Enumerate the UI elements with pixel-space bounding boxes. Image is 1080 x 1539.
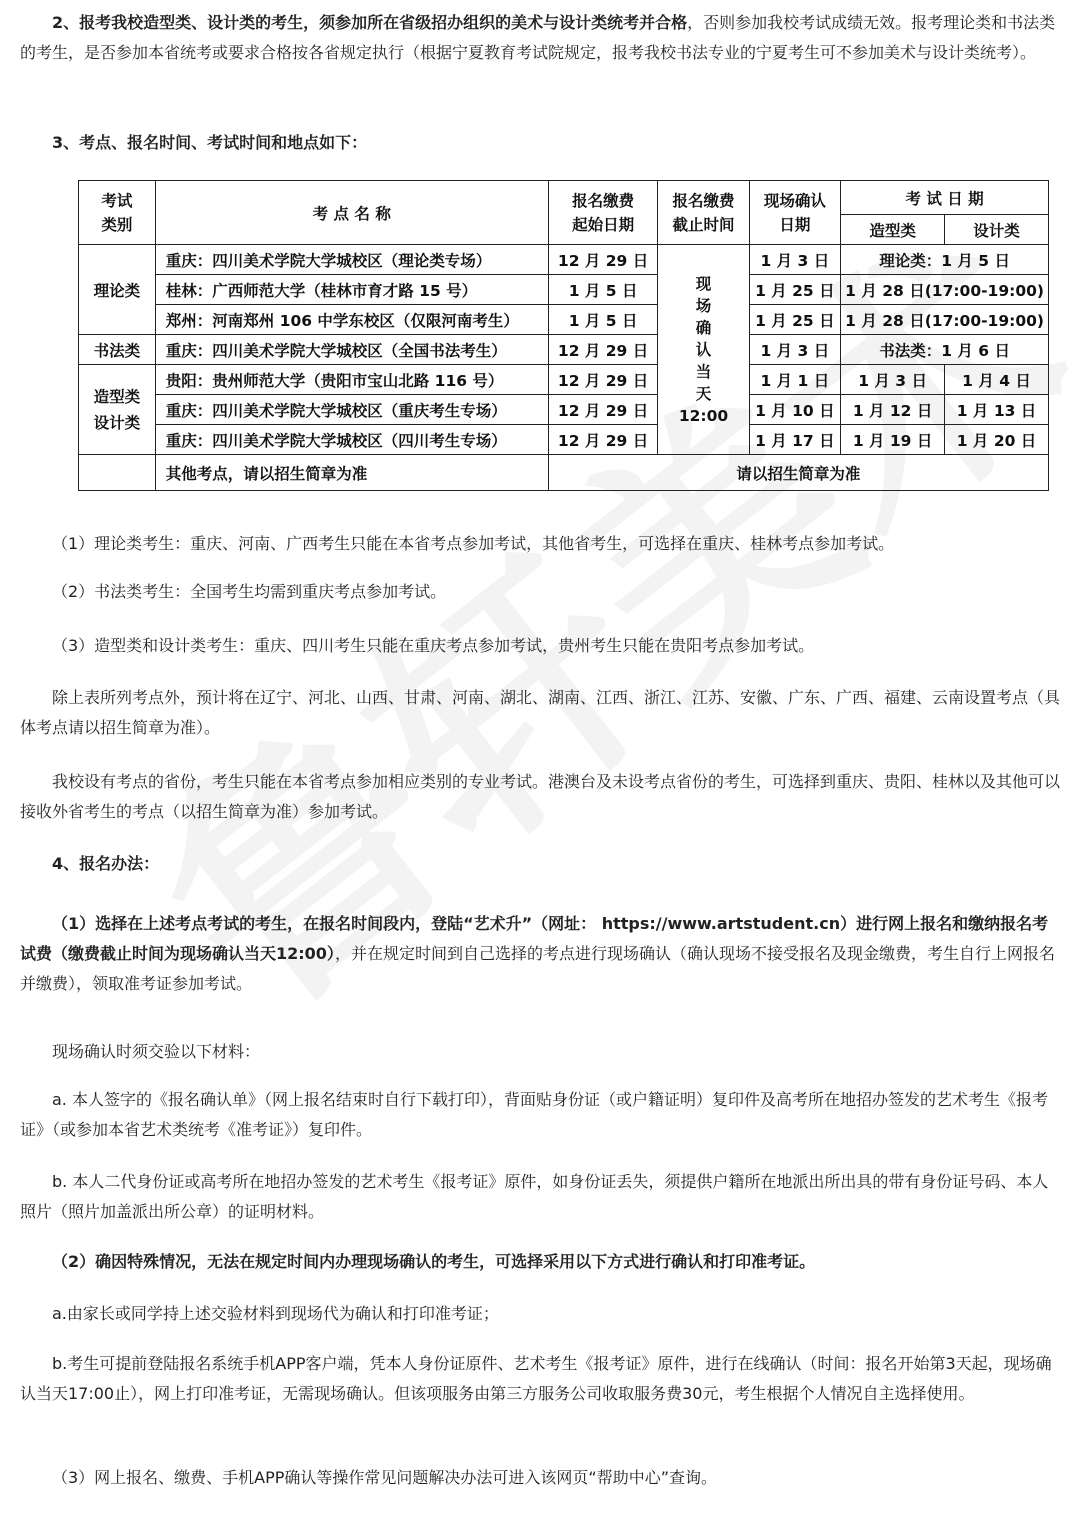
site-cell: 重庆：四川美术学院大学城校区（全国书法考生） xyxy=(155,335,548,365)
exam-date-cell: 1 月 28 日(17:00-19:00) xyxy=(841,305,1049,335)
site-cell: 重庆：四川美术学院大学城校区（四川考生专场） xyxy=(155,425,548,455)
start-date-cell: 12 月 29 日 xyxy=(548,245,658,275)
other-site-cell: 其他考点，请以招生简章为准 xyxy=(155,455,548,491)
start-date-cell: 12 月 29 日 xyxy=(548,425,658,455)
paragraph-special-case: （2）确因特殊情况，无法在规定时间内办理现场确认的考生，可选择采用以下方式进行确认和打印准考证。 xyxy=(52,1252,816,1271)
exam-zaoxing-cell: 1 月 19 日 xyxy=(841,425,945,455)
exam-sheji-cell: 1 月 13 日 xyxy=(945,395,1049,425)
end-time-cell: 现场确认当天 12:00 xyxy=(658,245,749,455)
exam-date-cell: 1 月 28 日(17:00-19:00) xyxy=(841,275,1049,305)
paragraph-material-b: b. 本人二代身份证或高考所在地招办签发的艺术考生《报考证》原件，如身份证丢失，须提供户籍所在地派出所出具的带有身份证号码、本人照片（照片加盖派出所公章）的证明材料。 xyxy=(20,1172,1049,1221)
category-theory: 理论类 xyxy=(79,245,156,335)
section-4-heading: 4、报名办法： xyxy=(52,854,160,873)
exam-date-cell: 理论类：1 月 5 日 xyxy=(841,245,1049,275)
exam-schedule-table xyxy=(78,180,1049,491)
category-design: 造型类设计类 xyxy=(79,365,156,455)
requirement-bold-text: 2、报考我校造型类、设计类的考生，须参加所在省级招办组织的美术与设计类统考并合格 xyxy=(52,13,688,32)
site-cell: 重庆：四川美术学院大学城校区（理论类专场） xyxy=(155,245,548,275)
header-sheji: 设计类 xyxy=(945,215,1049,245)
section-3-heading: 3、考点、报名时间、考试时间和地点如下： xyxy=(52,133,368,152)
requirement-text: ，否则参加我校考试成绩无效。报考理论类和书法类的考生，是否参加本省统考或要求合格按各省规定执行（根据宁夏教育考试院规定，报考我校书法专业的宁夏考生可不参加美术与设计类统考）。 xyxy=(20,13,1056,62)
note-3: （3）造型类和设计类考生：重庆、四川考生只能在重庆考点参加考试，贵州考生只能在贵阳考点参加考试。 xyxy=(52,636,815,655)
exam-zaoxing-cell: 1 月 3 日 xyxy=(841,365,945,395)
start-date-cell: 1 月 5 日 xyxy=(548,275,658,305)
paragraph-province-rule: 我校设有考点的省份，考生只能在本省考点参加相应类别的专业考试。港澳台及未设考点省份的考生，可选择到重庆、贵阳、桂林以及其他可以接收外省考生的考点（以招生简章为准）参加考试。 xyxy=(20,772,1061,821)
site-cell: 重庆：四川美术学院大学城校区（重庆考生专场） xyxy=(155,395,548,425)
exam-zaoxing-cell: 1 月 12 日 xyxy=(841,395,945,425)
confirm-date-cell: 1 月 25 日 xyxy=(749,305,841,335)
confirm-date-cell: 1 月 1 日 xyxy=(749,365,841,395)
header-confirm: 现场确认日期 xyxy=(749,181,841,245)
header-site: 考 点 名 称 xyxy=(155,181,548,245)
header-type: 考试类别 xyxy=(79,181,156,245)
exam-sheji-cell: 1 月 20 日 xyxy=(945,425,1049,455)
category-empty xyxy=(79,455,156,491)
site-cell: 郑州：河南郑州 106 中学东校区（仅限河南考生） xyxy=(155,305,548,335)
category-calligraphy: 书法类 xyxy=(79,335,156,365)
other-note-cell: 请以招生简章为准 xyxy=(548,455,1048,491)
site-cell: 桂林：广西师范大学（桂林市育才路 15 号） xyxy=(155,275,548,305)
paragraph-materials-intro: 现场确认时须交验以下材料： xyxy=(52,1042,261,1061)
confirm-date-cell: 1 月 10 日 xyxy=(749,395,841,425)
paragraph-registration xyxy=(20,909,1060,999)
header-start: 报名缴费起始日期 xyxy=(548,181,658,245)
paragraph-other-sites: 除上表所列考点外，预计将在辽宁、河北、山西、甘肃、河南、湖北、湖南、江西、浙江、江苏、安徽、广东、广西、福建、云南设置考点（具体考点请以招生简章为准）。 xyxy=(20,688,1061,737)
start-date-cell: 1 月 5 日 xyxy=(548,305,658,335)
confirm-date-cell: 1 月 3 日 xyxy=(749,335,841,365)
confirm-date-cell: 1 月 25 日 xyxy=(749,275,841,305)
note-1: （1）理论类考生：重庆、河南、广西考生只能在本省考点参加考试，其他省考生，可选择在重庆、桂林考点参加考试。 xyxy=(52,534,895,553)
paragraph-option-a: a.由家长或同学持上述交验材料到现场代为确认和打印准考证； xyxy=(52,1304,499,1323)
start-date-cell: 12 月 29 日 xyxy=(548,395,658,425)
exam-date-cell: 书法类：1 月 6 日 xyxy=(841,335,1049,365)
header-exam-date: 考 试 日 期 xyxy=(841,181,1049,215)
confirm-date-cell: 1 月 17 日 xyxy=(749,425,841,455)
registration-bold-text: （1）选择在上述考点考试的考生，在报名时间段内，登陆“艺术升”（网址： https://www.artstudent.cn）进行网上报名和缴纳报名考试费（缴费截止时间为现场确认当天12:00） xyxy=(20,914,1049,963)
note-2: （2）书法类考生：全国考生均需到重庆考点参加考试。 xyxy=(52,582,447,601)
exam-sheji-cell: 1 月 4 日 xyxy=(945,365,1049,395)
registration-text: ，并在规定时间到自己选择的考点进行现场确认（确认现场不接受报名及现金缴费，考生自行上网报名并缴费），领取准考证参加考试。 xyxy=(20,944,1055,993)
paragraph-help-center: （3）网上报名、缴费、手机APP确认等操作常见问题解决办法可进入该网页“帮助中心”查询。 xyxy=(52,1468,718,1487)
start-date-cell: 12 月 29 日 xyxy=(548,365,658,395)
start-date-cell: 12 月 29 日 xyxy=(548,335,658,365)
paragraph-material-a: a. 本人签字的《报名确认单》（网上报名结束时自行下载打印），背面贴身份证（或户籍证明）复印件及高考所在地招办签发的艺术考生《报考证》（或参加本省艺术类统考《准考证》）复印件。 xyxy=(20,1090,1048,1139)
site-cell: 贵阳：贵州师范大学（贵阳市宝山北路 116 号） xyxy=(155,365,548,395)
header-zaoxing: 造型类 xyxy=(841,215,945,245)
confirm-date-cell: 1 月 3 日 xyxy=(749,245,841,275)
header-end: 报名缴费截止时间 xyxy=(658,181,749,245)
paragraph-requirement xyxy=(20,8,1060,68)
paragraph-option-b: b.考生可提前登陆报名系统手机APP客户端，凭本人身份证原件、艺术考生《报考证》原件，进行在线确认（时间：报名开始第3天起，现场确认当天17:00止），网上打印准考证，无需现场确认。但该项服务由第三方服务公司收取服务费30元，考生根据个人情况自主选择使用。 xyxy=(20,1354,1052,1403)
